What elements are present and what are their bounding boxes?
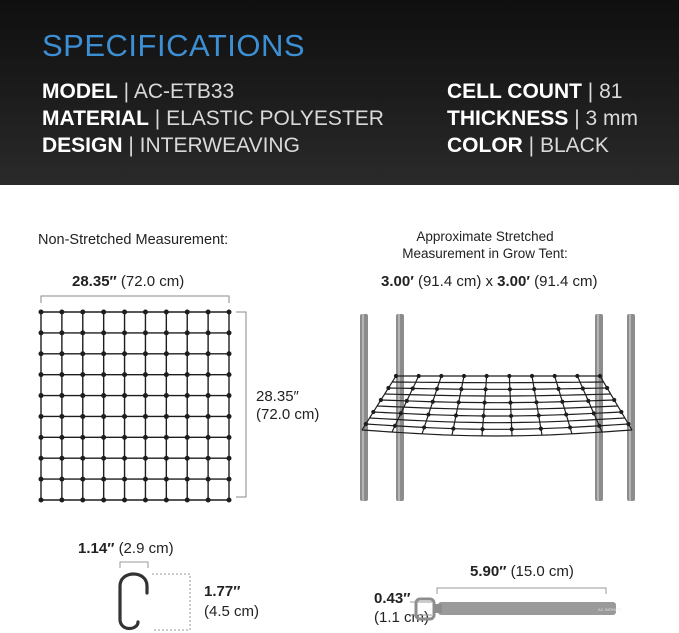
- stretched-net-knot: [535, 401, 538, 404]
- spec-separator: |: [587, 80, 594, 103]
- spec-separator: |: [123, 80, 130, 103]
- width-dimension-bracket: [41, 296, 229, 303]
- net-knot: [39, 456, 43, 460]
- net-knot: [39, 415, 43, 419]
- net-knot: [39, 394, 43, 398]
- net-knot: [102, 331, 106, 335]
- net-knot: [39, 352, 43, 356]
- net-knot: [123, 436, 127, 440]
- net-knot: [60, 394, 64, 398]
- spec-separator: |: [528, 134, 535, 157]
- hook-width-in: 1.14″: [78, 540, 115, 557]
- net-knot: [123, 352, 127, 356]
- net-knot: [81, 415, 85, 419]
- net-knot: [185, 477, 189, 481]
- height-dimension-bracket: [236, 312, 246, 497]
- stretched-net-knot: [613, 399, 616, 402]
- s-hook: [120, 574, 147, 629]
- net-knot: [144, 456, 148, 460]
- stretched-net-knot: [592, 412, 595, 415]
- strap-width-in: 0.43″: [374, 590, 411, 607]
- net-knot: [39, 310, 43, 314]
- stretched-net-knot: [627, 423, 630, 426]
- spec-material-value: ELASTIC POLYESTER: [166, 107, 384, 130]
- stretched-net-knot: [399, 412, 402, 415]
- non-stretched-height-in: 28.35″: [256, 388, 299, 405]
- net-knot: [206, 498, 210, 502]
- hook-height-in: 1.77″: [204, 583, 241, 600]
- net-knot: [60, 498, 64, 502]
- stretched-net-knot: [460, 388, 463, 391]
- stretched-net-knot: [557, 387, 560, 390]
- stretched-net-line: [422, 376, 441, 434]
- net-knot: [227, 456, 231, 460]
- net-knot: [185, 456, 189, 460]
- net-knot: [185, 498, 189, 502]
- stretched-net-knot: [427, 413, 430, 416]
- net-knot: [144, 498, 148, 502]
- net-knot: [227, 394, 231, 398]
- net-knot: [39, 331, 43, 335]
- stretched-net-line: [532, 376, 542, 435]
- spec-design-key: DESIGN: [42, 134, 123, 157]
- stretched-net-line: [373, 412, 621, 416]
- net-knot: [60, 352, 64, 356]
- stretched-net-knot: [620, 411, 623, 414]
- stretched-net-knot: [417, 375, 420, 378]
- stretched-net-knot: [576, 375, 579, 378]
- stretched-net-knot: [531, 375, 534, 378]
- stretched-net-knot: [533, 388, 536, 391]
- stretched-net-knot: [599, 375, 602, 378]
- net-knot: [39, 498, 43, 502]
- net-knot: [227, 415, 231, 419]
- spec-design-value: INTERWEAVING: [139, 134, 300, 157]
- net-knot: [144, 436, 148, 440]
- net-knot: [81, 394, 85, 398]
- net-knot: [206, 415, 210, 419]
- stretched-net-knot: [509, 401, 512, 404]
- stretched-w-cm: (91.4 cm): [417, 273, 482, 290]
- net-knot: [102, 498, 106, 502]
- net-knot: [227, 352, 231, 356]
- net-knot: [102, 394, 106, 398]
- stretched-net-knot: [508, 375, 511, 378]
- net-knot: [165, 352, 169, 356]
- stretched-h-ft: 3.00′: [497, 273, 530, 290]
- stretched-net-knot: [481, 428, 484, 431]
- stretched-net-knot: [463, 375, 466, 378]
- net-knot: [81, 331, 85, 335]
- net-knot: [102, 456, 106, 460]
- strap-length-bracket: [437, 588, 606, 594]
- net-knot: [227, 498, 231, 502]
- stretched-net-knot: [606, 387, 609, 390]
- net-knot: [206, 310, 210, 314]
- net-knot: [102, 415, 106, 419]
- net-knot: [81, 477, 85, 481]
- stretched-net-line: [452, 376, 464, 435]
- spec-title: SPECIFICATIONS: [42, 28, 306, 63]
- stretched-net-knot: [482, 414, 485, 417]
- net-knot: [60, 310, 64, 314]
- stretched-net-knot: [423, 426, 426, 429]
- net-knot: [123, 477, 127, 481]
- stretched-net-knot: [537, 414, 540, 417]
- stretched-net-line: [377, 406, 618, 409]
- net-knot: [39, 436, 43, 440]
- net-knot: [81, 498, 85, 502]
- net-knot: [39, 373, 43, 377]
- stretched-net-line: [555, 376, 572, 434]
- net-knot: [123, 310, 127, 314]
- strap-width-cm: (1.1 cm): [374, 609, 430, 626]
- net-knot: [102, 477, 106, 481]
- spec-color-value: BLACK: [539, 134, 609, 157]
- net-knot: [60, 331, 64, 335]
- net-knot: [227, 373, 231, 377]
- stretched-net-knot: [587, 399, 590, 402]
- stretched-net-line: [366, 424, 629, 429]
- net-knot: [102, 310, 106, 314]
- net-knot: [123, 331, 127, 335]
- spec-separator: |: [154, 107, 161, 130]
- stretched-net-line: [509, 376, 512, 436]
- net-knot: [227, 436, 231, 440]
- spec-separator: |: [128, 134, 134, 157]
- stretched-net-knot: [379, 399, 382, 402]
- net-knot: [60, 436, 64, 440]
- stretched-net-knot: [510, 414, 513, 417]
- stretched-net-knot: [539, 427, 542, 430]
- net-knot: [227, 331, 231, 335]
- flat-trellis-net: [39, 310, 231, 502]
- net-knot: [39, 477, 43, 481]
- net-knot: [227, 477, 231, 481]
- net-knot: [102, 373, 106, 377]
- net-knot: [144, 352, 148, 356]
- net-knot: [165, 436, 169, 440]
- stretched-net-knot: [452, 427, 455, 430]
- stretched-net-line: [482, 376, 487, 436]
- net-knot: [185, 310, 189, 314]
- net-knot: [144, 477, 148, 481]
- stretched-net-knot: [581, 387, 584, 390]
- hook-width-bracket: [120, 562, 148, 568]
- stretched-net-knot: [436, 387, 439, 390]
- net-knot: [123, 456, 127, 460]
- spec-model-key: MODEL: [42, 80, 118, 103]
- stretched-net-line: [370, 418, 625, 423]
- net-knot: [206, 477, 210, 481]
- net-knot: [206, 436, 210, 440]
- net-knot: [81, 310, 85, 314]
- net-knot: [165, 415, 169, 419]
- net-knot: [185, 331, 189, 335]
- stretched-heading-line1: Approximate Stretched: [416, 229, 554, 244]
- stretched-net-knot: [411, 387, 414, 390]
- spec-model-value: AC-ETB33: [133, 80, 235, 103]
- spec-thickness-key: THICKNESS: [447, 107, 569, 130]
- net-knot: [185, 436, 189, 440]
- stretched-net-knot: [553, 375, 556, 378]
- net-knot: [185, 373, 189, 377]
- stretched-net-knot: [372, 411, 375, 414]
- net-knot: [206, 394, 210, 398]
- net-knot: [165, 373, 169, 377]
- net-knot: [206, 373, 210, 377]
- net-knot: [185, 352, 189, 356]
- net-knot: [144, 310, 148, 314]
- non-stretched-heading: Non-Stretched Measurement:: [38, 232, 229, 248]
- stretched-net-knot: [387, 387, 390, 390]
- spec-separator: |: [574, 107, 580, 130]
- net-knot: [123, 415, 127, 419]
- stretched-net-knot: [431, 400, 434, 403]
- stretched-net-knot: [457, 401, 460, 404]
- net-knot: [102, 436, 106, 440]
- non-stretched-width-cm: (72.0 cm): [120, 273, 185, 290]
- net-knot: [206, 331, 210, 335]
- stretched-net-knot: [405, 399, 408, 402]
- net-knot: [185, 394, 189, 398]
- stretched-h-cm: (91.4 cm): [534, 273, 598, 290]
- stretched-net-line: [392, 382, 603, 383]
- stretched-net-knot: [598, 424, 601, 427]
- net-knot: [123, 498, 127, 502]
- net-knot: [206, 456, 210, 460]
- net-knot: [81, 373, 85, 377]
- net-knot: [81, 352, 85, 356]
- net-knot: [206, 352, 210, 356]
- spec-cell-count-key: CELL COUNT: [447, 80, 582, 103]
- net-knot: [165, 310, 169, 314]
- net-knot: [165, 498, 169, 502]
- net-knot: [165, 394, 169, 398]
- spec-cell-count-value: 81: [599, 80, 623, 103]
- stretched-heading-line2: Measurement in Grow Tent:: [402, 246, 568, 261]
- net-knot: [81, 456, 85, 460]
- net-knot: [165, 331, 169, 335]
- stretched-net-knot: [395, 375, 398, 378]
- strap-length-in: 5.90″: [470, 563, 507, 580]
- stretched-net-knot: [510, 428, 513, 431]
- net-knot: [60, 373, 64, 377]
- hook-height-cm: (4.5 cm): [204, 603, 260, 620]
- net-knot: [123, 373, 127, 377]
- stretched-net-knot: [483, 401, 486, 404]
- stretched-net-knot: [565, 413, 568, 416]
- net-knot: [185, 415, 189, 419]
- net-knot: [60, 456, 64, 460]
- net-knot: [81, 436, 85, 440]
- stretched-w-ft: 3.00′: [381, 273, 414, 290]
- stretched-net-knot: [561, 400, 564, 403]
- non-stretched-width-in: 28.35″: [72, 273, 117, 290]
- net-knot: [102, 352, 106, 356]
- stretched-net-knot: [569, 426, 572, 429]
- spec-color-key: COLOR: [447, 134, 523, 157]
- hook-width-cm: (2.9 cm): [118, 540, 174, 557]
- stretched-net-line: [385, 394, 611, 396]
- non-stretched-height-cm: (72.0 cm): [256, 406, 320, 423]
- stretched-net-knot: [455, 414, 458, 417]
- velcro-strap: [416, 599, 622, 619]
- stretched-net-knot: [364, 423, 367, 426]
- strap-length-cm: (15.0 cm): [510, 563, 574, 580]
- stretched-net-knot: [508, 388, 511, 391]
- net-knot: [144, 415, 148, 419]
- net-knot: [144, 373, 148, 377]
- strap-width-bracket: [410, 602, 432, 615]
- stretched-net-knot: [393, 424, 396, 427]
- stretched-net-line: [381, 400, 614, 403]
- strap-print: AC INFINITY: [598, 607, 622, 612]
- net-knot: [60, 415, 64, 419]
- stretched-net-knot: [485, 375, 488, 378]
- net-knot: [227, 310, 231, 314]
- stretched-net-line: [388, 388, 607, 389]
- spec-material-key: MATERIAL: [42, 107, 149, 130]
- spec-thickness-value: 3 mm: [585, 107, 639, 130]
- net-knot: [165, 456, 169, 460]
- stretched-net-knot: [484, 388, 487, 391]
- net-knot: [60, 477, 64, 481]
- net-knot: [144, 394, 148, 398]
- net-knot: [144, 331, 148, 335]
- net-knot: [123, 394, 127, 398]
- stretched-net-knot: [440, 375, 443, 378]
- stretched-x: x: [485, 273, 493, 290]
- net-knot: [165, 477, 169, 481]
- hook-height-bracket: [152, 574, 190, 630]
